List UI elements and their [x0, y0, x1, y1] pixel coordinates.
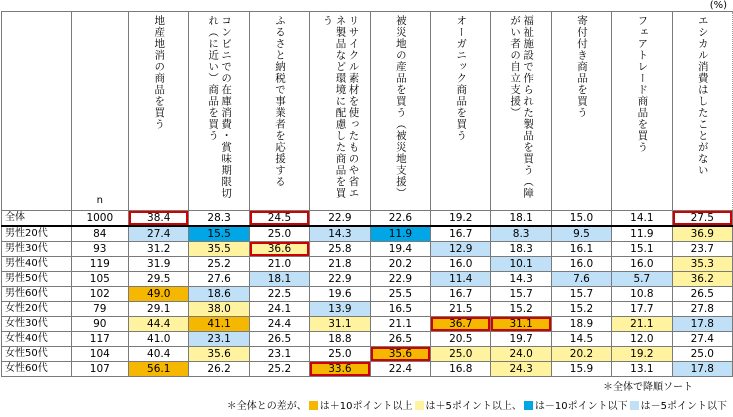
value-cell: 19.4: [370, 242, 430, 257]
value-cell: 27.4: [129, 226, 189, 242]
table-row: [2, 242, 733, 257]
row-label: 女性40代: [2, 332, 72, 347]
value-cell: 25.0: [672, 347, 732, 362]
value-cell: 21.8: [310, 257, 371, 272]
value-cell: 25.0: [431, 347, 491, 362]
value-cell: 14.3: [491, 272, 551, 287]
value-cell: 44.4: [129, 317, 189, 332]
column-header-label: リサイクル素材を使ったものや省エネ製品など環境に配慮した商品を買う: [321, 15, 360, 199]
value-cell: 8.3: [491, 226, 551, 242]
value-cell: 41.0: [129, 332, 189, 347]
column-header-label: 被災地の産品を買う（被災地支援）: [394, 15, 407, 199]
value-cell: 35.3: [672, 257, 732, 272]
value-cell: 15.7: [491, 287, 551, 302]
value-cell: 16.0: [431, 257, 491, 272]
value-cell: 12.0: [612, 332, 672, 347]
column-header-label: 地産地消の商品を買う: [153, 15, 166, 130]
value-cell: 19.2: [612, 347, 672, 362]
value-cell: 29.1: [129, 302, 189, 317]
legend-orange-swatch: [309, 401, 318, 410]
column-header-label: フェアトレード商品を買う: [636, 15, 649, 153]
value-cell: 26.5: [672, 287, 732, 302]
value-cell: 22.4: [370, 362, 430, 377]
row-n: 90: [71, 317, 128, 332]
row-n: 93: [71, 242, 128, 257]
value-cell: 35.6: [189, 347, 249, 362]
value-cell: 13.1: [612, 362, 672, 377]
value-cell: 10.1: [491, 257, 551, 272]
value-cell: 20.2: [370, 257, 430, 272]
row-label: 女性60代: [2, 362, 72, 377]
value-cell: 21.0: [249, 257, 309, 272]
table-row: [2, 362, 733, 377]
table-row: [2, 226, 733, 242]
value-cell: 15.2: [491, 302, 551, 317]
row-n: 119: [71, 257, 128, 272]
sort-note: ＊全体で降順ソート: [603, 382, 693, 393]
value-cell: 15.7: [551, 287, 611, 302]
column-header-label: コンビニでの在庫消費・賞味期限切れ（に近い）商品を買う: [207, 15, 233, 199]
value-cell: 18.9: [551, 317, 611, 332]
value-cell: 16.7: [431, 287, 491, 302]
value-cell: 40.4: [129, 347, 189, 362]
row-n: 79: [71, 302, 128, 317]
value-cell: 9.5: [551, 226, 611, 242]
value-cell: 38.0: [189, 302, 249, 317]
column-header-label: 福祉施設で作られた製品を買う（障がい者の自立支援）: [509, 15, 535, 199]
value-cell: 22.9: [310, 211, 371, 227]
legend-note: [227, 401, 727, 413]
legend-yellow-swatch: [415, 401, 424, 410]
value-cell: 31.9: [129, 257, 189, 272]
row-n: 105: [71, 272, 128, 287]
table-row: [2, 272, 733, 287]
column-header: [612, 12, 672, 211]
value-cell: 19.7: [491, 332, 551, 347]
header-row: [2, 12, 733, 211]
row-n: 84: [71, 226, 128, 242]
value-cell: 24.0: [491, 347, 551, 362]
value-cell: 11.9: [370, 226, 430, 242]
unit-label: (%): [709, 0, 727, 11]
column-header: [310, 12, 371, 211]
value-cell: 12.9: [431, 242, 491, 257]
value-cell: 7.6: [551, 272, 611, 287]
survey-table: [1, 11, 733, 377]
value-cell: 17.8: [672, 317, 732, 332]
value-cell: 28.3: [189, 211, 249, 227]
legend-prefix: ＊全体との差が、: [226, 401, 307, 412]
value-cell: 27.8: [672, 302, 732, 317]
value-cell: 25.0: [249, 226, 309, 242]
value-cell: 25.2: [249, 362, 309, 377]
n-header: [71, 12, 128, 211]
value-cell: 10.8: [612, 287, 672, 302]
value-cell: 16.0: [551, 257, 611, 272]
value-cell: 14.5: [551, 332, 611, 347]
value-cell: 24.4: [249, 317, 309, 332]
value-cell: 33.6: [310, 362, 371, 377]
row-n: 102: [71, 287, 128, 302]
value-cell: 18.6: [189, 287, 249, 302]
value-cell: 15.0: [551, 211, 611, 227]
value-cell: 36.6: [249, 242, 309, 257]
value-cell: 24.3: [491, 362, 551, 377]
column-header-label: エシカル消費はしたことがない: [696, 15, 709, 176]
row-label: 全体: [2, 211, 72, 227]
column-header: [431, 12, 491, 211]
column-header: [129, 12, 189, 211]
row-label: 男性20代: [2, 226, 72, 242]
value-cell: 13.9: [310, 302, 371, 317]
value-cell: 25.0: [310, 347, 371, 362]
value-cell: 56.1: [129, 362, 189, 377]
value-cell: 49.0: [129, 287, 189, 302]
column-header: [491, 12, 551, 211]
value-cell: 24.5: [249, 211, 309, 227]
table-row: [2, 287, 733, 302]
value-cell: 29.5: [129, 272, 189, 287]
row-label: 男性60代: [2, 287, 72, 302]
value-cell: 11.4: [431, 272, 491, 287]
value-cell: 16.0: [612, 257, 672, 272]
value-cell: 27.4: [672, 332, 732, 347]
value-cell: 11.9: [612, 226, 672, 242]
value-cell: 36.2: [672, 272, 732, 287]
value-cell: 16.7: [431, 226, 491, 242]
value-cell: 41.1: [189, 317, 249, 332]
value-cell: 16.1: [551, 242, 611, 257]
value-cell: 22.5: [249, 287, 309, 302]
value-cell: 25.2: [189, 257, 249, 272]
value-cell: 5.7: [612, 272, 672, 287]
value-cell: 20.5: [431, 332, 491, 347]
value-cell: 35.6: [370, 347, 430, 362]
value-cell: 22.9: [370, 272, 430, 287]
value-cell: 26.5: [249, 332, 309, 347]
column-header: [551, 12, 611, 211]
row-n: 117: [71, 332, 128, 347]
row-label: 男性50代: [2, 272, 72, 287]
column-header-label: 寄付付き商品を買う: [576, 15, 588, 119]
value-cell: 25.5: [370, 287, 430, 302]
value-cell: 17.8: [672, 362, 732, 377]
legend-blue-swatch: [524, 401, 533, 410]
value-cell: 21.1: [370, 317, 430, 332]
value-cell: 21.1: [612, 317, 672, 332]
column-header: [370, 12, 430, 211]
legend-orange-text: は＋10ポイント以上: [319, 401, 413, 412]
value-cell: 24.1: [249, 302, 309, 317]
value-cell: 23.1: [249, 347, 309, 362]
value-cell: 15.5: [189, 226, 249, 242]
value-cell: 18.8: [310, 332, 371, 347]
row-label: 女性20代: [2, 302, 72, 317]
value-cell: 38.4: [129, 211, 189, 227]
row-label: 女性50代: [2, 347, 72, 362]
table-row: [2, 347, 733, 362]
value-cell: 26.2: [189, 362, 249, 377]
value-cell: 35.5: [189, 242, 249, 257]
column-header: [189, 12, 249, 211]
value-cell: 27.5: [672, 211, 732, 227]
value-cell: 16.5: [370, 302, 430, 317]
row-label: 女性30代: [2, 317, 72, 332]
value-cell: 18.1: [249, 272, 309, 287]
value-cell: 14.1: [612, 211, 672, 227]
value-cell: 15.2: [551, 302, 611, 317]
row-n: 104: [71, 347, 128, 362]
value-cell: 15.1: [612, 242, 672, 257]
row-label: 男性40代: [2, 257, 72, 272]
value-cell: 17.7: [612, 302, 672, 317]
value-cell: 36.7: [431, 317, 491, 332]
total-row: [2, 211, 733, 227]
value-cell: 16.8: [431, 362, 491, 377]
value-cell: 18.1: [491, 211, 551, 227]
value-cell: 36.9: [672, 226, 732, 242]
value-cell: 25.8: [310, 242, 371, 257]
value-cell: 31.1: [310, 317, 371, 332]
legend-blue-text: は－10ポイント以下: [534, 401, 628, 412]
value-cell: 19.6: [310, 287, 371, 302]
value-cell: 19.2: [431, 211, 491, 227]
table-row: [2, 302, 733, 317]
corner-cell: [2, 12, 72, 211]
row-n: 107: [71, 362, 128, 377]
n-header-label: n: [96, 195, 103, 206]
table-row: [2, 257, 733, 272]
value-cell: 31.2: [129, 242, 189, 257]
legend-yellow-text: は＋5ポイント以上、: [425, 401, 522, 412]
legend-lightblue-swatch: [630, 401, 639, 410]
value-cell: 22.6: [370, 211, 430, 227]
column-header-label: オーガニック商品を買う: [455, 15, 468, 142]
column-header: [249, 12, 309, 211]
value-cell: 23.7: [672, 242, 732, 257]
value-cell: 31.1: [491, 317, 551, 332]
value-cell: 18.3: [491, 242, 551, 257]
row-n: 1000: [71, 211, 128, 227]
value-cell: 20.2: [551, 347, 611, 362]
value-cell: 23.1: [189, 332, 249, 347]
row-label: 男性30代: [2, 242, 72, 257]
value-cell: 27.6: [189, 272, 249, 287]
table-row: [2, 332, 733, 347]
value-cell: 15.9: [551, 362, 611, 377]
legend-lightblue-text: は－5ポイント以下: [640, 401, 727, 412]
table-row: [2, 317, 733, 332]
value-cell: 26.5: [370, 332, 430, 347]
column-header: [672, 12, 732, 211]
column-header-label: ふるさと納税で事業者を応援する: [273, 15, 286, 188]
value-cell: 21.5: [431, 302, 491, 317]
value-cell: 14.3: [310, 226, 371, 242]
table-body: [2, 12, 733, 377]
value-cell: 22.9: [310, 272, 371, 287]
